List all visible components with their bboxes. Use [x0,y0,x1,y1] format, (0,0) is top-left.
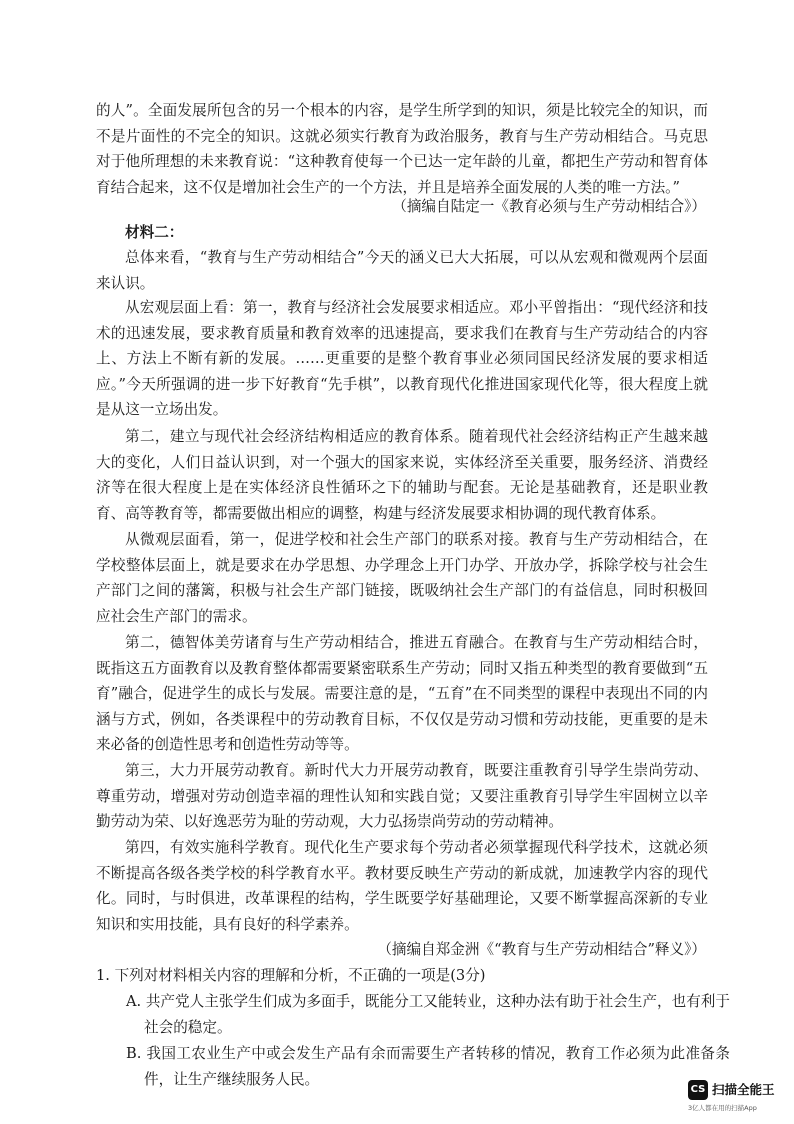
scanner-watermark [688,1080,788,1120]
passage-paragraph-1: 的人”。全面发展所包含的另一个根本的内容，是学生所学到的知识，须是比较完全的知识，而不是片面性的不完全的知识。这就必须实行教育为政治服务，教育与生产劳动相结合。马克思对于他所理想的未来教育说：“这种教育使每一个已达一定年龄的儿童，都把生产劳动和智育体育结合起来，这不仅是增加社会生产的一个方法，并且是培养全面发展的人类的唯一方法。” [96,102,708,196]
passage-paragraph-4: 第二，建立与现代社会经济结构相适应的教育体系。随着现代社会经济结构正产生越来越大的变化，人们日益认识到，对一个强大的国家来说，实体经济至关重要，服务经济、消费经济等在很大程度上是在实体经济良性循环之下的辅助与配套。无论是基础教育，还是职业教育、高等教育等，都需要做出相应的调整，构建与经济发展要求相协调的现代教育体系。 [96,428,708,522]
passage-paragraph-3: 从宏观层面上看：第一，教育与经济社会发展要求相适应。邓小平曾指出：“现代经济和技术的迅速发展，要求教育质量和教育效率的迅速提高，要求我们在教育与生产劳动结合的内容上、方法上不断有新的发展。……更重要的是整个教育事业必须同国民经济发展的要求相适应。”今天所强调的进一步下好教育“先手棋”，以教育现代化推进国家现代化等，很大程度上就是从这一立场出发。 [96,299,708,419]
camscanner-logo-icon: CS [688,1080,708,1100]
passage-paragraph-8: 第四，有效实施科学教育。现代化生产要求每个劳动者必须掌握现代科学技术，这就必须不断提高各级各类学校的科学教育水平。教材要反映生产劳动的新成就，加速教学内容的现代化。同时，与时俱进，改革课程的结构，学生既要学好基础理论，又要不断掌握高深新的专业知识和实用技能，具有良好的科学素养。 [96,839,708,933]
source-citation-1: （摘编自陆定一《教育必须与生产劳动相结合》） [392,198,706,215]
question-1-option-b: B. 我国工农业生产中或会发生产品有余而需要生产者转移的情况，教育工作必须为此准备条件，让生产继续服务人民。 [126,1045,730,1088]
passage-paragraph-6: 第二，德智体美劳诸育与生产劳动相结合，推进五育融合。在教育与生产劳动相结合时，既指这五方面教育以及教育整体都需要紧密联系生产劳动；同时又指五种类型的教育要做到“五育”融合，促进学生的成长与发展。需要注意的是，“五育”在不同类型的课程中表现出不同的内涵与方式，例如，各类课程中的劳动教育目标，不仅仅是劳动习惯和劳动技能，更重要的是未来必备的创造性思考和创造性劳动等等。 [96,634,708,754]
watermark-app-name: 扫描全能王 [712,1082,775,1097]
material-two-heading: 材料二： [125,224,184,241]
passage-paragraph-7: 第三，大力开展劳动教育。新时代大力开展劳动教育，既要注重教育引导学生崇尚劳动、尊重劳动，增强对劳动创造幸福的理性认知和实践自觉；又要注重教育引导学生牢固树立以辛勤劳动为荣、以好逸恶劳为耻的劳动观，大力弘扬崇尚劳动的劳动精神。 [96,762,708,831]
passage-paragraph-5: 从微观层面看，第一，促进学校和社会生产部门的联系对接。教育与生产劳动相结合，在学校整体层面上，就是要求在办学思想、办学理念上开门办学、开放办学，拆除学校与社会生产部门之间的藩篱，积极与社会生产部门链接，既吸纳社会生产部门的有益信息，同时积极回应社会生产部门的需求。 [96,531,708,625]
question-1-stem: 1. 下列对材料相关内容的理解和分析，不正确的一项是(3分) [96,967,486,984]
watermark-tagline: 3亿人都在用的扫描App [688,1104,757,1112]
passage-paragraph-2: 总体来看，“教育与生产劳动相结合”今天的涵义已大大拓展，可以从宏观和微观两个层面来认识。 [96,249,708,292]
question-1-option-a: A. 共产党人主张学生们成为多面手，既能分工又能转业，这种办法有助于社会生产，也有利于社会的稳定。 [126,993,730,1036]
source-citation-2: （摘编自郑金洲《“教育与生产劳动相结合”释义》） [377,941,706,958]
